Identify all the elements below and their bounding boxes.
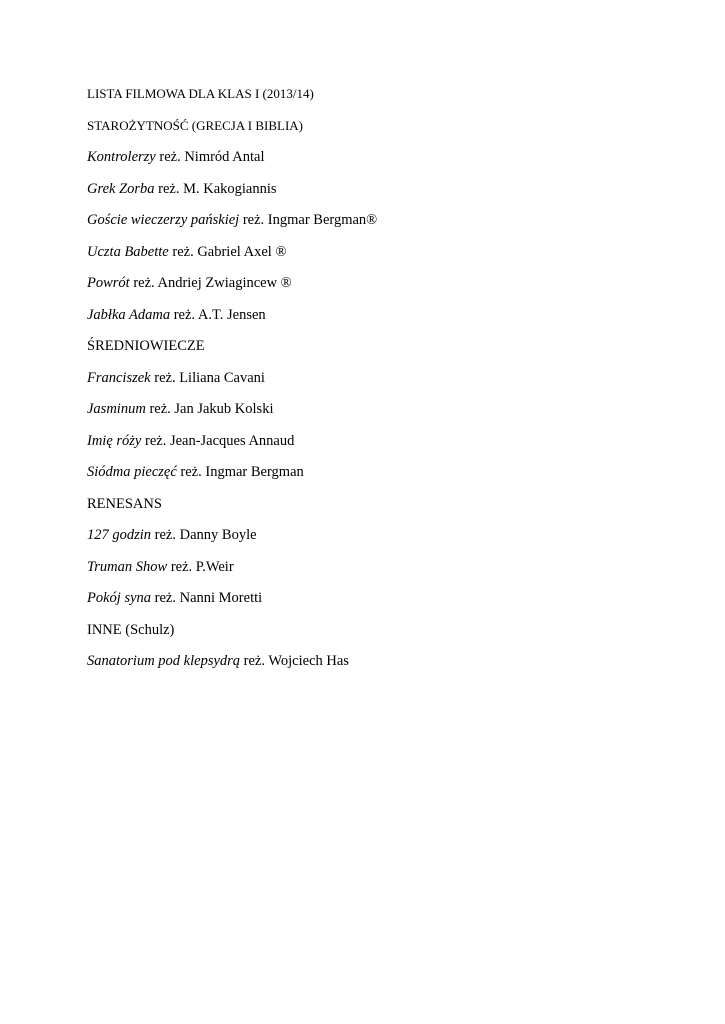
film-director: reż. Wojciech Has: [240, 653, 349, 669]
film-entry: [87, 305, 647, 337]
film-title: Truman Show: [87, 558, 168, 575]
film-director: reż. Andriej Zwiagincew ®: [129, 275, 292, 291]
film-entry: [87, 399, 647, 431]
film-title: Kontrolerzy: [87, 149, 156, 165]
film-entry: [87, 651, 647, 683]
film-entry: [87, 525, 647, 557]
film-entry: [87, 368, 647, 400]
film-title: Franciszek: [87, 369, 151, 386]
film-director: reż. Jan Jakub Kolski: [145, 401, 274, 417]
film-title: Goście wieczerzy pańskiej: [87, 212, 240, 228]
film-director: reż. Nimród Antal: [155, 149, 265, 165]
section-heading-other: INNE (Schulz): [87, 621, 175, 638]
film-list: [87, 84, 647, 683]
film-director: reż. Liliana Cavani: [150, 369, 265, 386]
film-director: reż. M. Kakogiannis: [154, 180, 277, 197]
film-director: reż. Jean-Jacques Annaud: [141, 432, 295, 449]
film-director: reż. P.Weir: [167, 558, 234, 575]
film-entry: [87, 273, 647, 305]
film-entry: [87, 210, 647, 242]
film-entry: [87, 179, 647, 211]
film-title: Powrót: [87, 275, 130, 291]
film-director: reż. Gabriel Axel ®: [168, 243, 287, 260]
film-entry: [87, 431, 647, 463]
film-title: Grek Zorba: [87, 180, 155, 197]
film-director: reż. Ingmar Bergman: [176, 464, 304, 480]
film-director: reż. A.T. Jensen: [170, 306, 266, 323]
section-heading-renaissance: RENESANS: [87, 495, 162, 512]
film-entry: [87, 557, 647, 589]
film-title: Uczta Babette: [87, 243, 169, 260]
section-heading-middle-ages: ŚREDNIOWIECZE: [87, 338, 205, 354]
film-title: Imię róży: [87, 432, 142, 449]
film-director: reż. Danny Boyle: [151, 527, 257, 543]
film-title: Siódma pieczęć: [87, 464, 177, 480]
film-title: Jabłka Adama: [87, 306, 171, 323]
film-title: 127 godzin: [87, 527, 152, 543]
document-heading: LISTA FILMOWA DLA KLAS I (2013/14): [87, 86, 314, 101]
film-title: Pokój syna: [87, 590, 152, 606]
film-entry: [87, 147, 647, 179]
film-entry: [87, 588, 647, 620]
film-entry: [87, 462, 647, 494]
film-director: reż. Nanni Moretti: [151, 590, 263, 606]
section-heading-ancient: STAROŻYTNOŚĆ (GRECJA I BIBLIA): [87, 117, 303, 133]
film-title: Jasminum: [87, 401, 146, 417]
film-director: reż. Ingmar Bergman®: [239, 212, 378, 228]
film-entry: [87, 242, 647, 274]
film-title: Sanatorium pod klepsydrą: [87, 653, 241, 669]
